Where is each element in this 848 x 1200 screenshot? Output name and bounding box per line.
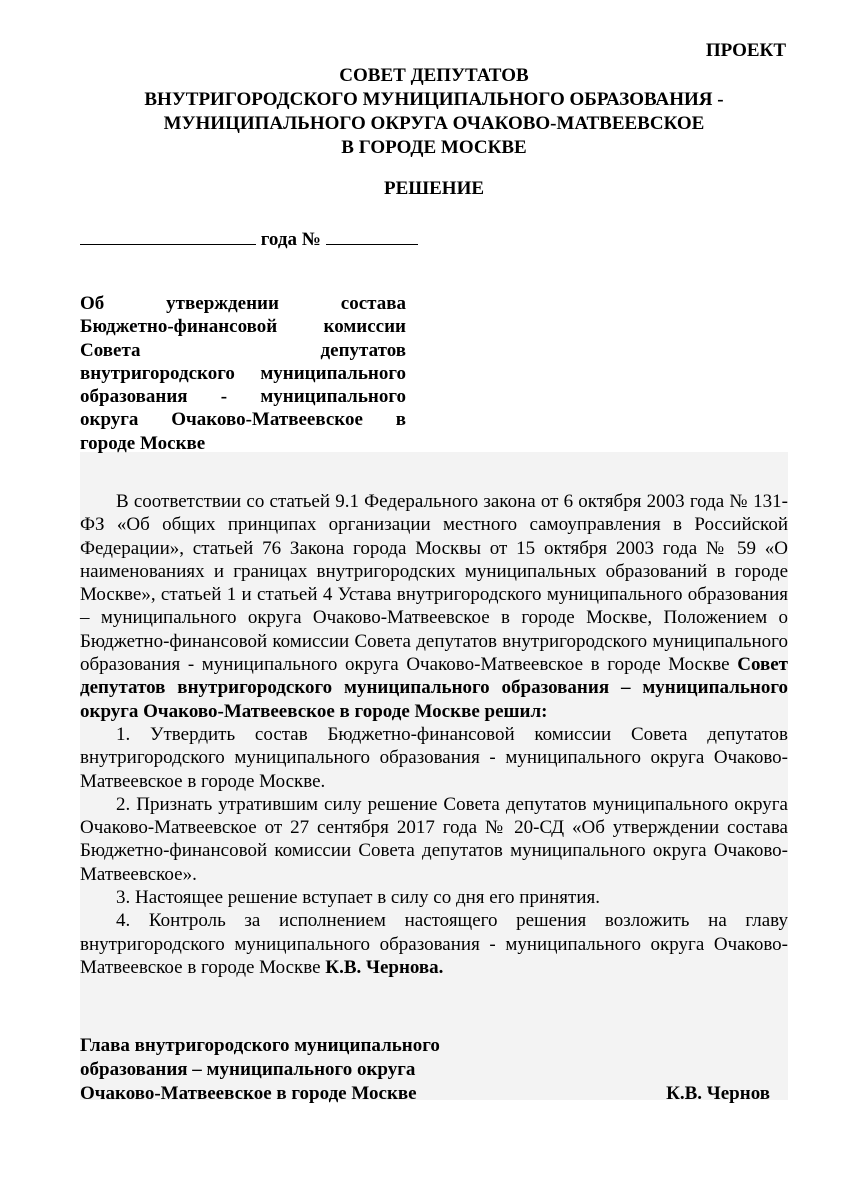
subject-line: Об утверждении состава: [80, 293, 406, 314]
date-blank: [80, 228, 256, 245]
decision-item: 3. Настоящее решение вступает в силу со дня его принятия.: [116, 887, 600, 909]
subject-line: образования - муниципального: [80, 386, 406, 408]
decision-item: 2. Признать утратившим силу решение Совета депутатов муниципального округа Очаково-Матвеевское от 27 сентября 2017 года № 20-СД «Об утверждении состава Бюджетно-финансовой комиссии Совета депутатов муниципального округа Очаково-Матвеевское».: [80, 793, 788, 885]
signature-block: [80, 1034, 770, 1106]
header-line: В ГОРОДЕ МОСКВЕ: [341, 137, 527, 158]
preamble-text: В соответствии со статьей 9.1 Федерального закона от 6 октября 2003 года № 131-ФЗ «Об общих принципах организации местного самоуправления в Российской Федерации», статьей 76 Закона города Москвы от 15 октября 2003 года № 59 «О наименованиях и границах внутригородских муниципальных образований в городе Москве», статьей 1 и статьей 4 Устава внутригородского муниципального образования – муниципального округа Очаково-Матвеевское в городе Москве, Положением о Бюджетно-финансовой комиссии Совета депутатов внутригородского муниципального образования - муниципального округа Очаково-Матвеевское в городе Москве: [80, 491, 788, 676]
document-header: [80, 64, 788, 160]
signature-title-line: образования – муниципального округа: [80, 1059, 416, 1080]
item4-text: 4. Контроль за исполнением настоящего решения возложить на главу внутригородского муниципального образования - муниципального округа Очаково-Матвеевское в городе Москве: [80, 910, 788, 978]
item4-bold-name: К.В. Чернова.: [325, 956, 444, 978]
header-line: СОВЕТ ДЕПУТАТОВ: [339, 65, 529, 86]
signature-title-line: Очаково-Матвеевское в городе Москве: [80, 1083, 417, 1104]
subject-line: городе Москве: [80, 432, 206, 454]
signature-title-line: Глава внутригородского муниципального: [80, 1035, 440, 1056]
preamble-paragraph: [80, 490, 788, 723]
decision-subject: [80, 292, 406, 455]
subject-line: округа Очаково-Матвеевское в: [80, 409, 406, 431]
signature-final-line: [80, 1082, 770, 1106]
header-line: МУНИЦИПАЛЬНОГО ОКРУГА ОЧАКОВО-МАТВЕЕВСКОЕ: [163, 113, 705, 134]
header-line: ВНУТРИГОРОДСКОГО МУНИЦИПАЛЬНОГО ОБРАЗОВАНИЯ -: [144, 89, 724, 110]
decision-item: [80, 909, 788, 979]
subject-line: внутригородского муниципального: [80, 362, 406, 384]
year-number-label: года №: [260, 229, 321, 250]
decision-item: 1. Утвердить состав Бюджетно-финансовой комиссии Совета депутатов внутригородского муниципального образования - муниципального округа Очаково-Матвеевское в городе Москве.: [80, 723, 788, 792]
preamble-bold-text: Совет депутатов внутригородского муниципального образования – муниципального округа Очаково-Матвеевское в городе Москве решил:: [80, 654, 788, 722]
number-blank: [326, 228, 418, 245]
subject-line: Бюджетно-финансовой комиссии: [80, 316, 406, 338]
document-type: РЕШЕНИЕ: [383, 178, 485, 199]
date-number-line: [80, 228, 418, 251]
draft-stamp: ПРОЕКТ: [705, 40, 786, 61]
signatory-name: К.В. Чернов: [666, 1083, 770, 1104]
subject-line: Совета депутатов: [80, 339, 406, 361]
decision-body: [80, 490, 788, 979]
